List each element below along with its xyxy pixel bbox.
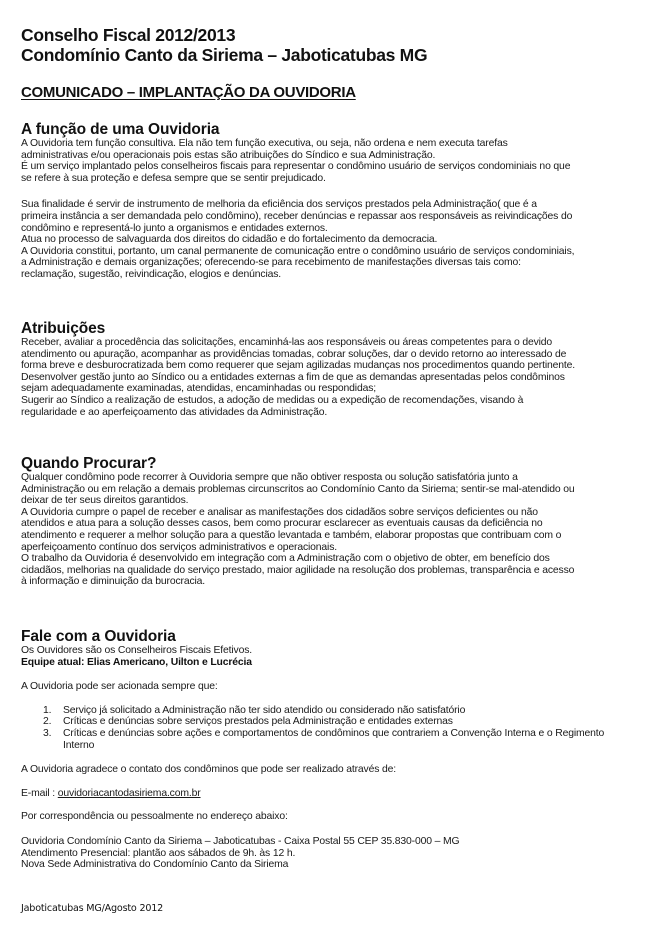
paragraph-line: se refere à sua proteção e defesa sempre que se sentir prejudicado. <box>21 172 326 184</box>
list-number: 2. <box>43 716 52 728</box>
section-quando-procurar <box>21 455 653 588</box>
paragraph-line: forma breve e desburocratizada bem como requerer que sejam agilizadas mudanças nos procedimentos quando pertinente. <box>21 360 575 372</box>
paragraph-line: atendimento e requerer a melhor solução para a questão levantada e também, elaborar propostas que contribuam com o <box>21 529 562 541</box>
paragraph-line: Desenvolver gestão junto ao Síndico ou a entidades externas a fim de que as demandas apresentadas pelos condôminos <box>21 371 565 383</box>
list-item-text: Serviço já solicitado a Administração não ter sido atendido ou considerado não satisfatório <box>63 704 466 716</box>
paragraph-line: Qualquer condômino pode recorrer à Ouvidoria sempre que não obtiver resposta ou solução satisfatória junto a <box>21 472 518 483</box>
section-fale-com-ouvidoria <box>21 628 653 871</box>
paragraph-line: aperfeiçoamento contínuo dos serviços administrativos e operacionais. <box>21 541 337 553</box>
paragraph-line: condômino e representá-lo junto a organismos e entidades externos. <box>21 222 328 234</box>
paragraph-line: deixar de ter seus direitos garantidos. <box>21 495 189 507</box>
list-number: 3. <box>43 727 52 739</box>
section-heading-quando: Quando Procurar? <box>21 455 157 472</box>
list-item <box>21 716 653 728</box>
condominium-title: Condomínio Canto da Siriema – Jaboticatubas MG <box>21 45 428 65</box>
section-heading-funcao: A função de uma Ouvidoria <box>21 121 220 138</box>
list-item-text: Críticas e denúncias sobre serviços prestados pela Administração e entidades externas <box>63 716 453 728</box>
paragraph-line: regularidade e ao aperfeiçoamento das atividades da Administração. <box>21 406 328 418</box>
paragraph-line: A Ouvidoria cumpre o papel de receber e analisar as manifestações dos cidadãos sobre serviços deficientes ou não <box>21 506 538 518</box>
paragraph-line: Atua no processo de salvaguarda dos direitos do cidadão e do fortalecimento da democracia. <box>21 234 438 246</box>
announcement-heading: COMUNICADO – IMPLANTAÇÃO DA OUVIDORIA <box>21 84 356 101</box>
paragraph-line: atendidos e atua para a solução desses casos, bem como procurar esclarecer as eventuais causas da deficiência no <box>21 518 543 530</box>
list-item-text: Críticas e denúncias sobre ações e comportamentos de condôminos que contrariem a Convenção Interna e o Regimento Interno <box>63 727 605 751</box>
paragraph-line: à informação e diminuição da burocracia. <box>21 576 206 588</box>
paragraph-line: cidadãos, melhorias na qualidade do serviço prestado, maior agilidade na resolução dos problemas, transparência e acesso <box>21 564 575 576</box>
paragraph-line: Receber, avaliar a procedência das solicitações, encaminhá-las aos responsáveis ou áreas competentes para o devido <box>21 337 553 348</box>
address-text: Ouvidoria Condomínio Canto da Siriema – Jaboticatubas - Caixa Postal 55 CEP 35.830-000 – MG <box>21 835 460 847</box>
email-link[interactable]: ouvidoriacantodasiriema.com.br <box>57 787 201 799</box>
list-item <box>21 728 633 751</box>
acionada-intro: A Ouvidoria pode ser acionada sempre que: <box>21 681 218 693</box>
list-number: 1. <box>43 704 52 716</box>
paragraph-line: atendimento ou apuração, acompanhar as providências tomadas, cobrar soluções, dar o devido retorno ao interessado de <box>21 348 567 360</box>
paragraph-line: sejam adequadamente examinadas, atendidas, encaminhadas ou respondidas; <box>21 383 377 395</box>
paragraph-line: Sua finalidade é servir de instrumento de melhoria da eficiência dos serviços prestados pela Administração( que é a <box>21 199 537 211</box>
acionada-list <box>21 705 653 751</box>
document-header <box>21 25 427 65</box>
paragraph-line: a Administração e demais organizações; oferecendo-se para recebimento de manifestações diversas tais como: <box>21 257 521 269</box>
headquarters-text: Nova Sede Administrativa do Condomínio Canto da Siriema <box>21 859 289 871</box>
footer-date: Jaboticatubas MG/Agosto 2012 <box>21 902 164 914</box>
email-line <box>21 788 653 800</box>
paragraph-line: Administração ou em relação a demais problemas circunscritos ao Condomínio Canto da Siriema; sentir-se mal-atendido ou <box>21 483 575 495</box>
paragraph-line: primeira instância a ser demandada pelo condômino), receber denúncias e repassar aos responsáveis as reivindicações do <box>21 210 573 222</box>
ouvidores-text: Os Ouvidores são os Conselheiros Fiscais Efetivos. <box>21 645 253 656</box>
paragraph-line: O trabalho da Ouvidoria é desenvolvido em integração com a Administração com o objetivo de obter, em benefício dos <box>21 553 550 565</box>
list-item <box>21 705 653 717</box>
agradece-text: A Ouvidoria agradece o contato dos condôminos que pode ser realizado através de: <box>21 764 397 776</box>
paragraph-line: administrativas e/ou operacionais pois estas são atribuições do Síndico e sua Administração. <box>21 149 436 161</box>
council-title: Conselho Fiscal 2012/2013 <box>21 25 236 45</box>
paragraph-line: É um serviço implantado pelos conselheiros fiscais para representar o condômino usuário de serviços condominiais no que <box>21 161 571 173</box>
section-atribuicoes <box>21 320 653 418</box>
paragraph-line: A Ouvidoria constitui, portanto, um canal permanente de comunicação entre o condômino usuário de serviços condominiais, <box>21 245 575 257</box>
attendance-hours: Atendimento Presencial: plantão aos sábados de 9h. às 12 h. <box>21 847 296 859</box>
equipe-text: Equipe atual: Elias Americano, Uilton e Lucrécia <box>21 656 252 668</box>
email-label: E-mail : <box>21 787 58 799</box>
paragraph-line: A Ouvidoria tem função consultiva. Ela não tem função executiva, ou seja, não ordena e nem executa tarefas <box>21 138 508 149</box>
paragraph-line: Sugerir ao Síndico a realização de estudos, a adoção de medidas ou a expedição de recomendações, visando à <box>21 394 524 406</box>
section-funcao <box>21 121 653 281</box>
section-heading-fale: Fale com a Ouvidoria <box>21 628 176 645</box>
correspondencia-text: Por correspondência ou pessoalmente no endereço abaixo: <box>21 811 288 823</box>
section-heading-atribuicoes: Atribuições <box>21 320 106 337</box>
paragraph-line: reclamação, sugestão, reivindicação, elogios e denúncias. <box>21 268 282 280</box>
